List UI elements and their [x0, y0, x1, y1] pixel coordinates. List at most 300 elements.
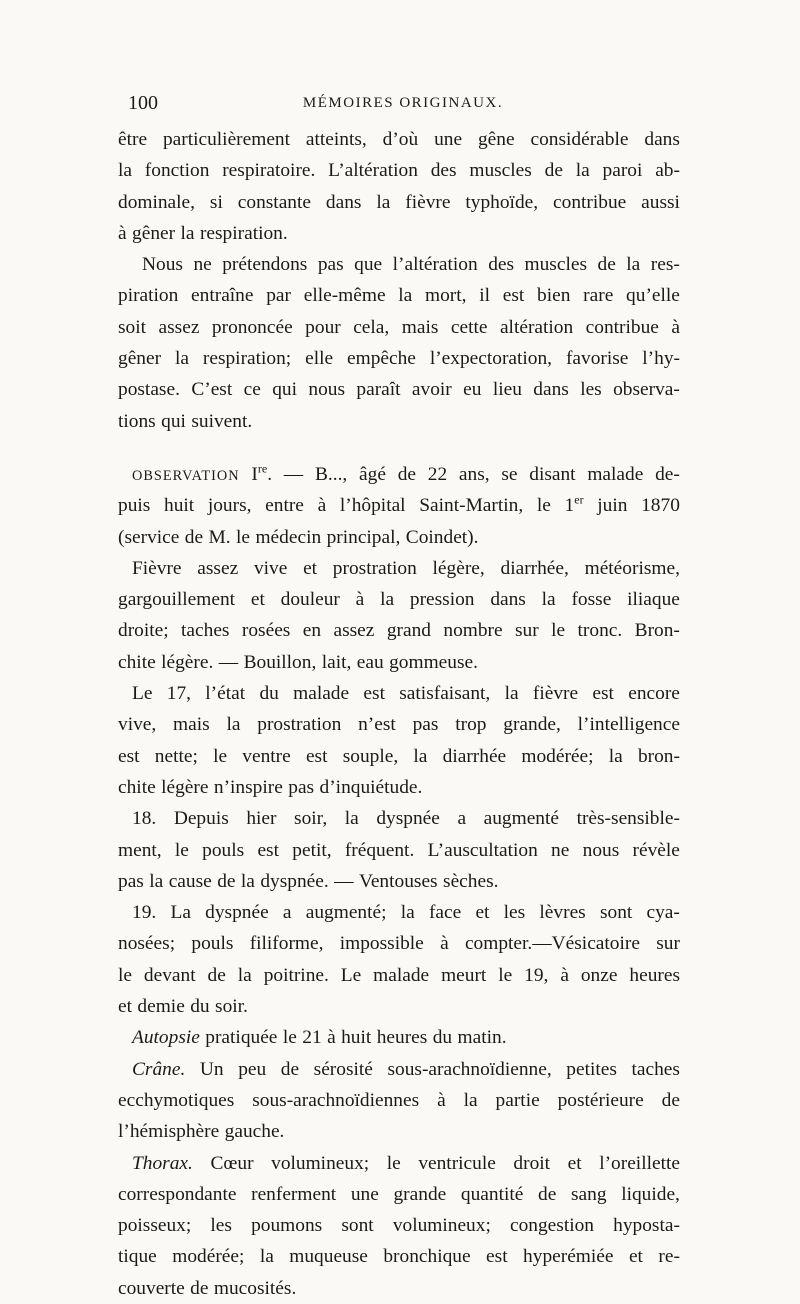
word: elle [305, 348, 334, 370]
word: la [118, 160, 132, 182]
word: ventricule [418, 1152, 496, 1174]
word: est [118, 745, 140, 767]
word: taches [181, 620, 230, 642]
word: soit [118, 316, 147, 338]
word: M. [208, 526, 231, 548]
word: très-sensible- [576, 808, 680, 830]
word: cause [168, 870, 212, 892]
word: des [430, 160, 457, 182]
word: eau [356, 651, 384, 673]
word: petit, [292, 839, 332, 861]
word: à [560, 964, 569, 986]
word: de [217, 870, 236, 892]
word: et [118, 996, 132, 1018]
word: être [118, 129, 148, 150]
word: à [437, 1089, 446, 1111]
text-line [118, 678, 680, 709]
word: prostration [257, 714, 342, 736]
word: pour [305, 316, 341, 338]
word: tions [118, 410, 156, 432]
text-line [118, 1148, 680, 1179]
word: onze [580, 964, 618, 986]
word: bron- [637, 745, 680, 767]
word: légère, [432, 557, 485, 579]
word: bronchique [383, 1246, 471, 1268]
word: dyspnée [376, 808, 440, 830]
word: Depuis [173, 808, 229, 830]
word: a [282, 902, 292, 924]
word: et [475, 902, 490, 924]
word: couverte [118, 1277, 185, 1299]
word: la [180, 222, 195, 244]
word: Le [340, 964, 362, 986]
word: 1er [564, 492, 584, 517]
word: muscles [524, 254, 588, 276]
word: — [283, 463, 304, 485]
word: dans [644, 129, 680, 150]
word: prostration [332, 557, 417, 579]
word: grande [393, 1183, 447, 1205]
word: si [209, 191, 223, 213]
word: légère [161, 776, 209, 798]
word: malade [587, 463, 644, 485]
word: paroi [602, 160, 643, 182]
word: grand [386, 620, 431, 642]
word: des [488, 254, 515, 276]
word: chite [118, 776, 156, 798]
word: rare [583, 285, 614, 307]
word: postérieure [557, 1089, 644, 1111]
word: — [218, 651, 239, 673]
word: meurt [441, 964, 487, 986]
word: heures [629, 964, 680, 986]
word: OBSERVATION [132, 467, 240, 484]
word: la [575, 160, 590, 182]
word: poitrine. [263, 964, 329, 986]
word: lieu [492, 379, 522, 401]
word: de [397, 463, 416, 485]
word: 18. [132, 808, 157, 830]
word: poisseux; [118, 1215, 192, 1237]
word: elle-même [303, 285, 386, 307]
word: les [503, 902, 526, 924]
word: fosse [571, 589, 612, 611]
word: nous [582, 839, 620, 861]
text-line [118, 772, 680, 803]
word: prétendons [222, 254, 308, 276]
word: compter.—Vésicatoire [464, 933, 640, 955]
word: le [498, 964, 513, 986]
word: gargouillement [118, 589, 236, 611]
word: le [174, 839, 189, 861]
word: le [282, 1027, 297, 1049]
word: est [363, 683, 385, 705]
word: hyposta- [613, 1215, 680, 1237]
word: augmenté [483, 808, 559, 830]
word: de [544, 160, 563, 182]
word: paraît [356, 379, 401, 401]
body-text [118, 124, 680, 1304]
word: Autopsie [132, 1027, 200, 1049]
word: légère. [161, 651, 214, 673]
word: à [671, 316, 680, 338]
word: du [432, 1027, 453, 1049]
text-line [118, 343, 680, 374]
word: la [174, 348, 189, 370]
word: volumineux; [392, 1215, 491, 1237]
word: l’expectoration, [429, 348, 553, 370]
word: demie [137, 996, 185, 1018]
text-line [118, 709, 680, 740]
word: l’hémisphère [118, 1121, 220, 1143]
word: postase. [118, 379, 180, 401]
word: chite [118, 651, 156, 673]
word: 21 [302, 1027, 322, 1049]
word: nous [308, 379, 346, 401]
word: en [302, 620, 322, 642]
word: révèle [632, 839, 680, 861]
word: Ire. [251, 461, 273, 485]
word: Crâne. [132, 1058, 186, 1080]
word: avoir [411, 379, 452, 401]
word: diarrhée [442, 745, 507, 767]
word: 19, [524, 964, 549, 986]
word: l’oreillette [599, 1152, 680, 1174]
text-line [118, 406, 680, 437]
word: pas [118, 870, 144, 892]
word: favorise [565, 348, 629, 370]
word: sèches. [443, 870, 499, 892]
word: la [608, 745, 623, 767]
word: encore [628, 683, 680, 705]
word: se [501, 463, 518, 485]
word: (service [118, 526, 180, 548]
word: que [354, 254, 383, 276]
page-number: 100 [128, 92, 158, 114]
word: peu [238, 1058, 267, 1080]
word: âgé [359, 463, 386, 485]
word: à [317, 495, 327, 517]
word: B..., [314, 463, 348, 485]
word: le [551, 620, 566, 642]
word: prononcée [211, 316, 293, 338]
word: augmenté; [305, 902, 387, 924]
word: malade [293, 683, 350, 705]
word: la [226, 714, 241, 736]
text-line [118, 1116, 680, 1147]
word: droite; [118, 620, 169, 642]
word: aussi [641, 191, 680, 213]
word: droit [513, 1152, 551, 1174]
word: typhoïde, [465, 191, 539, 213]
word: tique [118, 1246, 157, 1268]
text-line [118, 647, 680, 678]
word: la [541, 589, 556, 611]
word: juin [597, 495, 628, 517]
word: observa- [613, 379, 680, 401]
word: les [210, 1215, 232, 1237]
word: dyspnée. [260, 870, 329, 892]
running-title: MÉMOIRES ORIGINAUX. [302, 95, 504, 111]
word: fièvre [405, 191, 451, 213]
word: une [434, 129, 463, 150]
text-line [118, 928, 680, 959]
word: qui [272, 379, 297, 401]
word: la [463, 1089, 478, 1111]
word: pas [288, 776, 315, 798]
word: grande, [503, 714, 561, 736]
word: la [149, 870, 164, 892]
word: cya- [646, 902, 680, 924]
word: impossible [339, 933, 424, 955]
text-line [118, 1022, 680, 1053]
word: ab- [655, 160, 680, 182]
word: heures [376, 1027, 428, 1049]
page-header [128, 92, 678, 122]
word: puis [118, 495, 151, 517]
word: diarrhée, [500, 557, 569, 579]
word: cette [450, 316, 488, 338]
word: la [400, 902, 415, 924]
word: respiration. [199, 222, 288, 244]
word: empêche [347, 348, 416, 370]
word: le [213, 745, 228, 767]
text-line [118, 1054, 680, 1085]
word: par [266, 285, 291, 307]
word: dans [325, 191, 362, 213]
word: lèvres [539, 902, 586, 924]
word: satisfaisant, [399, 683, 491, 705]
word: 17, [166, 683, 191, 705]
word: sont [341, 1215, 374, 1237]
word: contribue [585, 316, 659, 338]
word: et [250, 589, 265, 611]
word: sang [571, 1183, 607, 1205]
word: atteints, [305, 129, 367, 150]
word: sont [599, 902, 633, 924]
word: de [597, 254, 616, 276]
text-line [118, 155, 680, 186]
word: bien [537, 285, 571, 307]
word: le [536, 495, 551, 517]
word: jours, [207, 495, 252, 517]
word: gauche. [224, 1121, 285, 1143]
word: gêner [118, 348, 162, 370]
word: fièvre [532, 683, 579, 705]
word: sérosité [313, 1058, 373, 1080]
word: rosées [241, 620, 291, 642]
word: l’état [205, 683, 246, 705]
word: suivent. [191, 410, 253, 432]
word: eu [463, 379, 482, 401]
word: mucosités. [213, 1277, 297, 1299]
word: pas [317, 254, 344, 276]
word: pas [412, 714, 439, 736]
word: modérée; [172, 1246, 245, 1268]
word: L’auscultation [427, 839, 538, 861]
word: de [184, 526, 204, 548]
word: est [257, 839, 279, 861]
word: la [259, 1246, 274, 1268]
word: constante [237, 191, 311, 213]
word: de [280, 1058, 300, 1080]
word: qu’elle [626, 285, 680, 307]
word: gêner [132, 222, 176, 244]
word: devant [143, 964, 196, 986]
word: l’hôpital [339, 495, 406, 517]
word: La [170, 902, 191, 924]
word: douleur [280, 589, 340, 611]
text-line [118, 280, 680, 311]
word: liquide, [621, 1183, 680, 1205]
word: sur [656, 933, 680, 955]
word: principal, [326, 526, 401, 548]
word: Ventouses [358, 870, 438, 892]
text-line [118, 218, 680, 249]
word: mais [401, 316, 439, 338]
word: et [567, 1152, 582, 1174]
text-line [118, 1241, 680, 1272]
word: ventre [242, 745, 291, 767]
word: malade [373, 964, 430, 986]
word: — [334, 870, 354, 892]
word: ne [551, 839, 570, 861]
word: contribue [553, 191, 627, 213]
word: de [207, 964, 226, 986]
word: vive [253, 557, 288, 579]
word: est [305, 745, 328, 767]
word: sous-arachnoïdiennes [252, 1089, 420, 1111]
word: nosées; [118, 933, 176, 955]
word: muscles [469, 160, 532, 182]
word: gêne [477, 129, 515, 150]
word: 1870 [641, 495, 680, 517]
text-line [118, 803, 680, 834]
word: ment, [118, 839, 162, 861]
word: d’où [382, 129, 419, 150]
word: res- [650, 254, 680, 276]
word: Nous [142, 254, 183, 276]
word: Bouillon, [243, 651, 317, 673]
word: assez [197, 557, 239, 579]
word: nombre [443, 620, 503, 642]
word: altération [499, 316, 574, 338]
word: soir, [294, 808, 328, 830]
text-line [118, 187, 680, 218]
word: météorisme, [584, 557, 680, 579]
text-line [118, 490, 680, 521]
text-line [118, 124, 680, 155]
word: la [398, 285, 413, 307]
word: est [486, 1246, 508, 1268]
word: disant [529, 463, 576, 485]
word: pratiquée [205, 1027, 278, 1049]
word: est [592, 683, 614, 705]
word: fréquent. [344, 839, 415, 861]
text-line [118, 615, 680, 646]
word: fonction [144, 160, 210, 182]
word: dyspnée [205, 902, 269, 924]
word: piration [118, 285, 179, 307]
word: Le [132, 683, 153, 705]
word: filiforme, [249, 933, 324, 955]
word: est [502, 285, 525, 307]
word: il [479, 285, 491, 307]
text-line [118, 991, 680, 1022]
word: de [190, 1277, 209, 1299]
word: les [580, 379, 602, 401]
word: soir. [215, 996, 248, 1018]
word: la [240, 870, 255, 892]
word: ans, [458, 463, 490, 485]
word: lait, [321, 651, 352, 673]
word: la [413, 745, 428, 767]
word: gommeuse. [389, 651, 478, 673]
text-line [118, 459, 680, 490]
text-line [118, 553, 680, 584]
word: la [504, 683, 519, 705]
word: considérable [530, 129, 629, 150]
word: l’altération [392, 254, 478, 276]
text-line [118, 249, 680, 280]
word: renferment [251, 1183, 337, 1205]
word: face [428, 902, 462, 924]
word: de [538, 1183, 557, 1205]
word: à [440, 933, 449, 955]
word: Cœur [210, 1152, 254, 1174]
word: huit [164, 495, 195, 517]
word: le [118, 964, 132, 986]
word: et [628, 1246, 643, 1268]
word: particulièrement [162, 129, 291, 150]
word: C’est [191, 379, 233, 401]
word: l’hy- [642, 348, 680, 370]
text-line [118, 866, 680, 897]
word: sous-arachnoïdienne, [387, 1058, 552, 1080]
word: dominale, [118, 191, 196, 213]
text-line [118, 835, 680, 866]
word: muqueuse [289, 1246, 368, 1268]
word: pouls [191, 933, 234, 955]
word: nette; [154, 745, 198, 767]
word: la [626, 254, 641, 276]
word: une [350, 1183, 379, 1205]
word: pression [409, 589, 475, 611]
word: Thorax. [132, 1152, 193, 1174]
word: médecin [255, 526, 322, 548]
word: volumineux; [271, 1152, 370, 1174]
word: à [327, 1027, 336, 1049]
word: cela, [353, 316, 390, 338]
text-line [118, 312, 680, 343]
word: entraîne [191, 285, 254, 307]
word: iliaque [627, 589, 680, 611]
word: qui [161, 410, 186, 432]
text-line [118, 960, 680, 991]
word: Un [199, 1058, 224, 1080]
word: et [303, 557, 318, 579]
word: tronc. [577, 620, 623, 642]
word: de- [655, 463, 680, 485]
word: assez [158, 316, 200, 338]
word: assez [333, 620, 375, 642]
word: le [236, 526, 251, 548]
word: de [661, 1089, 680, 1111]
word: modérée; [521, 745, 594, 767]
word: 22 [427, 463, 448, 485]
word: huit [341, 1027, 372, 1049]
text-line [118, 1273, 680, 1304]
